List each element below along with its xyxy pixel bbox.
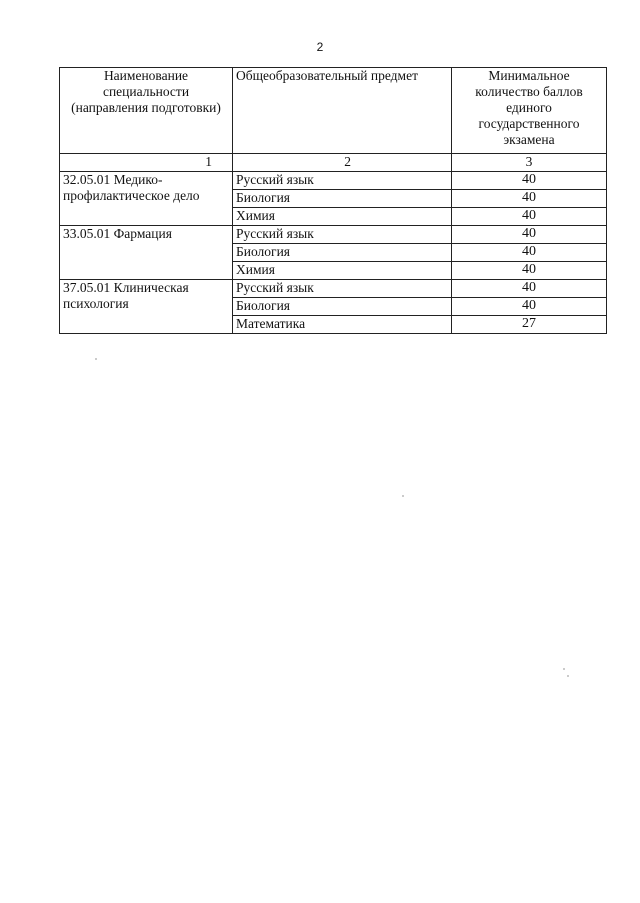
score-cell: 40	[452, 208, 607, 226]
score-cell: 40	[452, 280, 607, 298]
column-number-row	[60, 154, 607, 172]
column-number-3: 3	[452, 154, 607, 172]
specialty-cell: 32.05.01 Медико-профилактическое дело	[60, 172, 233, 226]
column-number-2: 2	[233, 154, 452, 172]
subject-cell: Русский язык	[233, 280, 452, 298]
table-row	[60, 172, 607, 190]
scan-speck	[567, 675, 569, 677]
column-number-1: 1	[60, 154, 233, 172]
table-row	[60, 226, 607, 244]
scan-speck	[95, 358, 97, 360]
subject-cell: Биология	[233, 190, 452, 208]
score-cell: 40	[452, 190, 607, 208]
score-cell: 27	[452, 316, 607, 334]
subject-cell: Русский язык	[233, 226, 452, 244]
header-min-score: Минимальное количество баллов единого государственного экзамена	[452, 68, 607, 154]
header-specialty: Наименование специальности (направления подготовки)	[60, 68, 233, 154]
subject-cell: Химия	[233, 208, 452, 226]
subject-cell: Математика	[233, 316, 452, 334]
score-cell: 40	[452, 244, 607, 262]
score-cell: 40	[452, 226, 607, 244]
specialty-cell: 33.05.01 Фармация	[60, 226, 233, 280]
subject-cell: Биология	[233, 298, 452, 316]
scan-speck	[402, 495, 404, 497]
header-subject: Общеобразовательный предмет	[233, 68, 452, 154]
specialty-cell: 37.05.01 Клиническая психология	[60, 280, 233, 334]
score-cell: 40	[452, 172, 607, 190]
page-number: 2	[316, 40, 324, 54]
admission-scores-table	[59, 67, 607, 334]
subject-cell: Русский язык	[233, 172, 452, 190]
score-cell: 40	[452, 262, 607, 280]
scan-speck	[563, 668, 565, 670]
subject-cell: Химия	[233, 262, 452, 280]
subject-cell: Биология	[233, 244, 452, 262]
table-header-row	[60, 68, 607, 154]
table-row	[60, 280, 607, 298]
score-cell: 40	[452, 298, 607, 316]
